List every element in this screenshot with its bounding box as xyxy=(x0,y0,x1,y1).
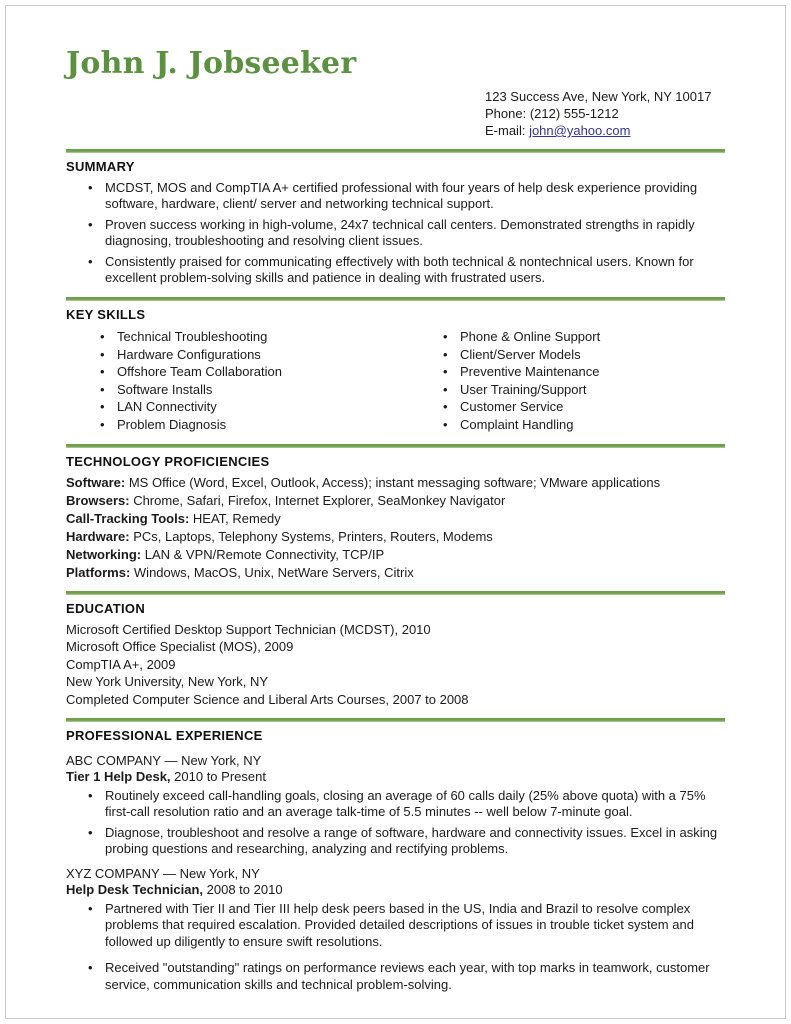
job-title-dates: 2008 to 2010 xyxy=(203,882,283,897)
tech-row-software xyxy=(66,475,725,492)
job-bullet: • Diagnose, troubleshoot and resolve a range of software, hardware and connectivity issues. Excel in asking probing questions and researching, analyzing and rectifying problems. xyxy=(88,825,725,858)
job-title xyxy=(66,769,725,786)
contact-email xyxy=(485,122,725,139)
skill-item: • Hardware Configurations xyxy=(100,347,443,364)
skill-item: • Phone & Online Support xyxy=(443,329,600,346)
tech-value: Windows, MacOS, Unix, NetWare Servers, Citrix xyxy=(130,564,414,580)
education-line: Completed Computer Science and Liberal Arts Courses, 2007 to 2008 xyxy=(66,691,469,707)
education-heading: EDUCATION xyxy=(66,601,146,616)
skills-column-right xyxy=(443,327,600,434)
job-bullet-list xyxy=(66,901,725,994)
contact-phone: Phone: (212) 555-1212 xyxy=(485,106,619,121)
summary-bullet: • Consistently praised for communicating effectively with both technical & nontechnical users. Known for excellent problem-solving skills and patience in dealing with frustrated users. xyxy=(88,254,725,287)
skills-list-left xyxy=(100,329,443,433)
tech-value: LAN & VPN/Remote Connectivity, TCP/IP xyxy=(141,546,385,562)
job-company: ABC COMPANY — New York, NY xyxy=(66,752,262,768)
tech-value: HEAT, Remedy xyxy=(189,510,281,526)
section-education xyxy=(66,591,725,708)
tech-label: Call-Tracking Tools: xyxy=(66,510,190,526)
job-entry xyxy=(66,866,725,994)
section-divider xyxy=(66,297,725,301)
job-title-role: Help Desk Technician, xyxy=(66,882,204,897)
job-bullet-list xyxy=(66,788,725,858)
tech-label: Platforms: xyxy=(66,564,131,580)
job-bullet: • Received "outstanding" ratings on performance reviews each year, with top marks in teamwork, customer service, communication skills and technical problem-solving. xyxy=(88,960,725,993)
resume-content xyxy=(66,46,725,997)
job-bullet: • Partnered with Tier II and Tier III help desk peers based in the US, India and Brazil to resolve complex problems that required escalation. Provided detailed descriptions of issues in trouble ticket system and followed up diligently to ensure swift resolutions. xyxy=(88,901,725,951)
section-divider xyxy=(66,718,725,722)
tech-label: Hardware: xyxy=(66,528,130,544)
contact-address: 123 Success Ave, New York, NY 10017 xyxy=(485,89,712,104)
section-divider xyxy=(66,444,725,448)
tech-value: MS Office (Word, Excel, Outlook, Access); instant messaging software; VMware applications xyxy=(125,474,661,490)
tech-row-hardware xyxy=(66,529,725,546)
job-title xyxy=(66,882,725,899)
skills-list-right xyxy=(443,329,600,433)
key-skills-heading: KEY SKILLS xyxy=(66,306,146,322)
summary-heading: SUMMARY xyxy=(66,159,135,174)
skill-item: • Customer Service xyxy=(443,399,600,416)
tech-value: PCs, Laptops, Telephony Systems, Printers, Routers, Modems xyxy=(129,528,493,544)
summary-bullet: • MCDST, MOS and CompTIA A+ certified professional with four years of help desk experience providing software, hardware, client/ server and networking technical support. xyxy=(88,180,725,213)
tech-value: Chrome, Safari, Firefox, Internet Explorer, SeaMonkey Navigator xyxy=(129,492,506,508)
skill-item: • LAN Connectivity xyxy=(100,399,443,416)
job-company: XYZ COMPANY — New York, NY xyxy=(66,865,260,881)
section-divider xyxy=(66,591,725,595)
job-title-dates: 2010 to Present xyxy=(170,769,266,784)
section-summary xyxy=(66,149,725,287)
summary-bullet: • Proven success working in high-volume, 24x7 technical call centers. Demonstrated strengths in rapidly diagnosing, troubleshooting and resolving client issues. xyxy=(88,217,725,250)
section-technology xyxy=(66,444,725,581)
section-experience xyxy=(66,718,725,993)
email-label: E-mail: xyxy=(485,123,530,138)
contact-block xyxy=(485,88,725,139)
email-link[interactable]: john@yahoo.com xyxy=(529,123,631,138)
education-line: Microsoft Certified Desktop Support Technician (MCDST), 2010 xyxy=(66,621,431,637)
technology-heading: TECHNOLOGY PROFICIENCIES xyxy=(66,454,270,469)
tech-label: Software: xyxy=(66,474,126,490)
job-entry xyxy=(66,753,725,858)
tech-label: Browsers: xyxy=(66,492,130,508)
education-line: CompTIA A+, 2009 xyxy=(66,656,176,672)
job-bullet: • Routinely exceed call-handling goals, closing an average of 60 calls daily (25% above quota) with a 75% first-call resolution ratio and an average talk-time of 5.5 minutes -- well below 7-minute goal. xyxy=(88,788,725,821)
section-key-skills xyxy=(66,297,725,435)
tech-label: Networking: xyxy=(66,546,142,562)
experience-heading: PROFESSIONAL EXPERIENCE xyxy=(66,728,263,743)
tech-row-call-tracking xyxy=(66,511,725,528)
skill-item: • Client/Server Models xyxy=(443,347,600,364)
skill-item: • Offshore Team Collaboration xyxy=(100,364,443,381)
skill-item: • Preventive Maintenance xyxy=(443,364,600,381)
skills-columns xyxy=(66,327,725,434)
candidate-name: John J. Jobseeker xyxy=(66,46,357,81)
tech-row-networking xyxy=(66,547,725,564)
skills-column-left xyxy=(66,327,443,434)
skill-item: • User Training/Support xyxy=(443,382,600,399)
section-divider xyxy=(66,149,725,153)
summary-list xyxy=(66,180,725,287)
skill-item: • Complaint Handling xyxy=(443,417,600,434)
skill-item: • Technical Troubleshooting xyxy=(100,329,443,346)
skill-item: • Problem Diagnosis xyxy=(100,417,443,434)
skill-item: • Software Installs xyxy=(100,382,443,399)
job-title-role: Tier 1 Help Desk, xyxy=(66,769,171,784)
education-line: New York University, New York, NY xyxy=(66,674,269,689)
tech-row-platforms xyxy=(66,565,725,582)
tech-row-browsers xyxy=(66,493,725,510)
education-line: Microsoft Office Specialist (MOS), 2009 xyxy=(66,639,294,654)
